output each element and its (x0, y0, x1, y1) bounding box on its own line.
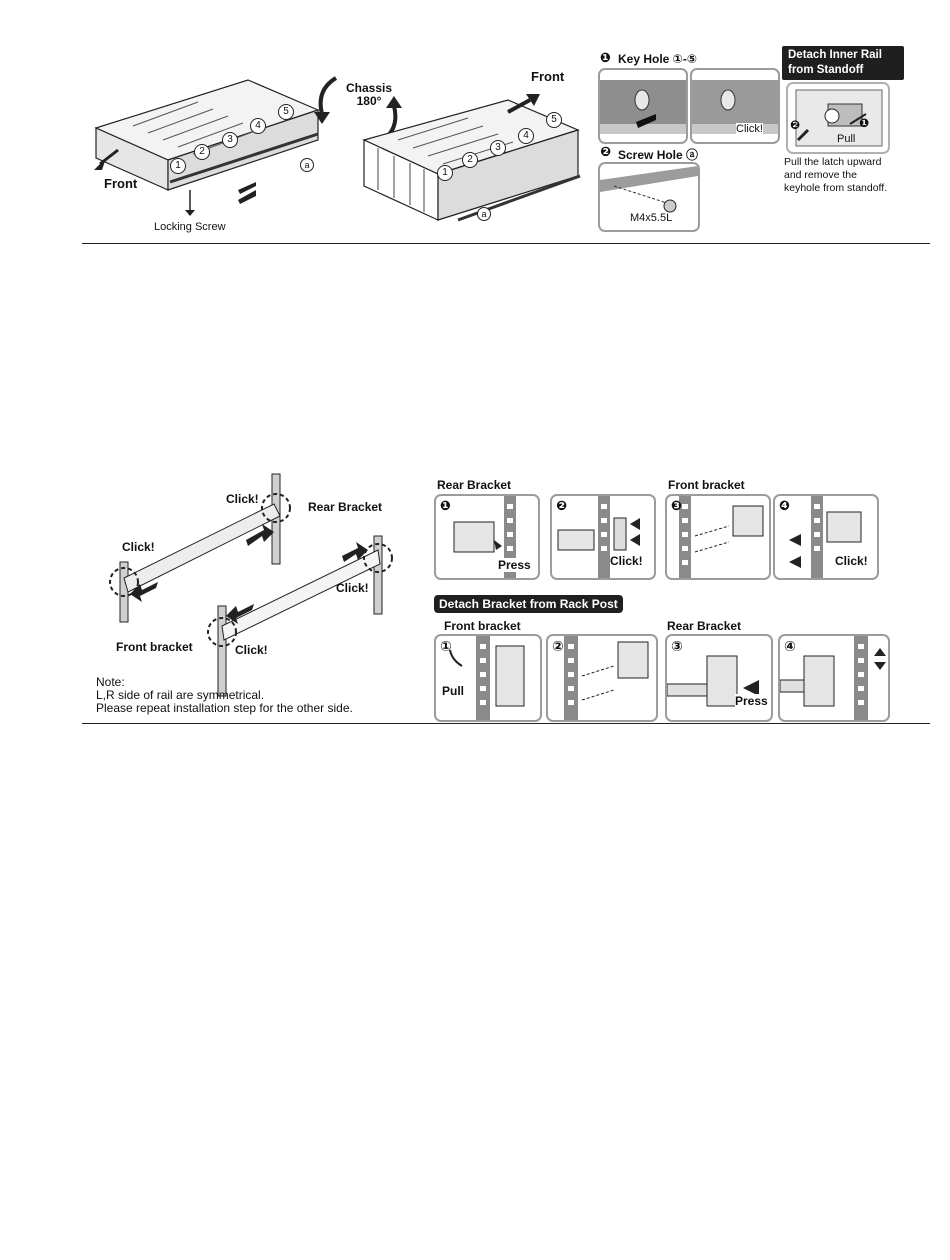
detach-step-1: ❶ (859, 116, 870, 130)
click-label-4: Click! (835, 554, 868, 568)
figure-1-rule (82, 243, 930, 244)
figure-2-left (96, 470, 416, 720)
rail-number-2: 2 (194, 144, 210, 160)
click-label: Click! (736, 123, 763, 135)
detach-step-number-2: ② (552, 638, 564, 654)
key-hole-number: ❶ (600, 50, 612, 65)
detach-step-panel-2 (546, 634, 658, 722)
front-label-left: Front (104, 176, 138, 191)
rail-number-5: 5 (278, 104, 294, 120)
click-left-label: Click! (122, 540, 155, 554)
detach-instruction (784, 156, 887, 195)
screw-hole-title: Screw Hole ⓐ (618, 148, 699, 162)
note-line-1: L,R side of rail are symmetrical. (96, 688, 265, 702)
front-bracket-label: Front bracket (116, 640, 193, 654)
click-label-2: Click! (610, 554, 643, 568)
locking-screw-label: Locking Screw (154, 221, 226, 233)
screw-hole-panel (598, 162, 700, 232)
rail-number-3: 3 (222, 132, 238, 148)
pull-label: Pull (837, 133, 856, 145)
step-number-1: ❶ (440, 498, 452, 513)
detach-step-number-3: ③ (671, 638, 683, 654)
detach-title-line-2: from Standoff (788, 64, 864, 76)
front-bracket-heading: Front bracket (668, 478, 745, 492)
screw-letter-left: a (300, 158, 314, 172)
chassis-left-illustration (88, 40, 328, 240)
rack-post-image (780, 636, 888, 720)
detach-rear-bracket-heading: Rear Bracket (667, 619, 742, 633)
rail-number-5-right: 5 (546, 112, 562, 128)
detach-step-number-4: ④ (784, 638, 796, 654)
screw-letter-right: a (477, 207, 491, 221)
rail-number-1-right: 1 (437, 165, 453, 181)
rail-number-2-right: 2 (462, 152, 478, 168)
rail-number-1: 1 (170, 158, 186, 174)
click-top-label: Click! (226, 492, 259, 506)
figure-2-rule (82, 723, 930, 724)
key-hole-rail-image (600, 70, 686, 142)
press-label: Press (498, 558, 531, 572)
detach-title-bar (782, 46, 904, 80)
screw-hole-number: ❷ (600, 144, 612, 159)
detach-step-2: ❷ (790, 118, 801, 132)
detach-step-number-1: ① (440, 638, 452, 654)
figure-1 (88, 40, 928, 240)
instruction-line-1: Pull the latch upward (784, 156, 882, 168)
rack-post-image (667, 496, 769, 578)
detach-step-panel-1 (434, 634, 542, 722)
bracket-step-panel-1 (434, 494, 540, 580)
bracket-step-panel-4 (773, 494, 879, 580)
detach-bracket-title: Detach Bracket from Rack Post (434, 595, 623, 613)
press-label-2: Press (735, 694, 768, 708)
detach-title-line-1: Detach Inner Rail (788, 49, 882, 61)
instruction-line-2: and remove the (784, 169, 857, 181)
step-number-3: ❸ (671, 498, 683, 513)
rail-number-4-right: 4 (518, 128, 534, 144)
step-number-2: ❷ (556, 498, 568, 513)
note-line-2: Please repeat installation step for the other side. (96, 701, 353, 715)
key-hole-title: Key Hole ①-⑤ (618, 52, 698, 66)
detach-front-bracket-heading: Front bracket (444, 619, 521, 633)
pull-label-2: Pull (442, 684, 465, 698)
note-title: Note: (96, 675, 125, 689)
click-right-label: Click! (336, 581, 369, 595)
rack-post-image (548, 636, 656, 720)
rear-bracket-label: Rear Bracket (308, 500, 383, 514)
click-bottom-label: Click! (235, 643, 268, 657)
bracket-step-panel-3 (665, 494, 771, 580)
note-block (96, 676, 353, 715)
key-hole-rail-image (692, 70, 778, 142)
chassis-rotate-label: Chassis 180° (346, 81, 393, 108)
front-label-right: Front (531, 69, 565, 84)
rear-bracket-heading: Rear Bracket (437, 478, 512, 492)
key-hole-panel-1 (598, 68, 688, 144)
key-hole-panel-2 (690, 68, 780, 144)
detach-step-panel-4 (778, 634, 890, 722)
instruction-line-3: keyhole from standoff. (784, 182, 888, 194)
rail-number-4: 4 (250, 118, 266, 134)
detach-step-panel-3 (665, 634, 773, 722)
step-number-4: ❹ (779, 498, 791, 513)
screw-spec-label: M4x5.5L (630, 212, 673, 224)
rail-number-3-right: 3 (490, 140, 506, 156)
bracket-step-panel-2 (550, 494, 656, 580)
